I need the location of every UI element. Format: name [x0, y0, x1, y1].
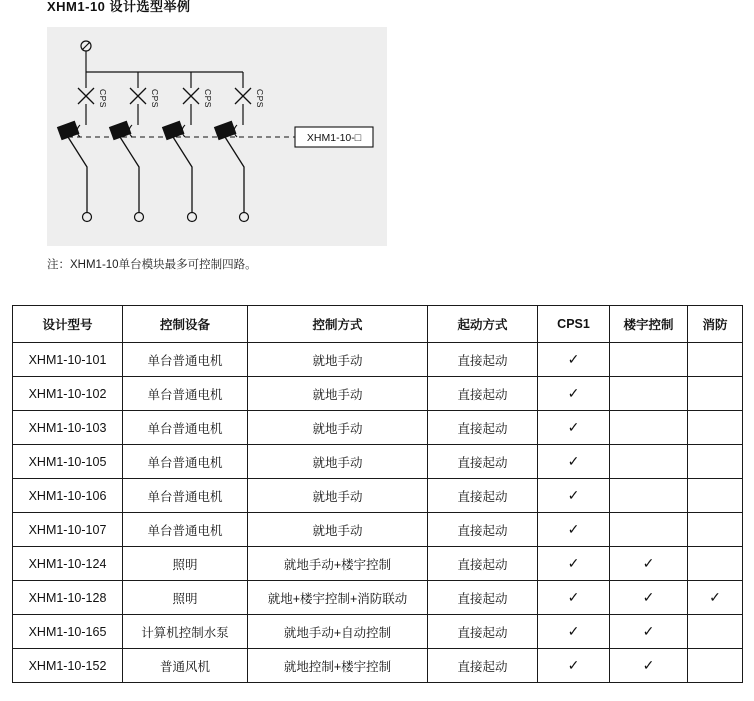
cell-cps1	[538, 377, 610, 411]
cell-fire	[688, 479, 743, 513]
circuit-diagram	[47, 27, 387, 246]
specification-table	[12, 305, 743, 683]
cell-building-control	[610, 649, 688, 683]
check-icon: ✓	[567, 385, 580, 401]
cell-device: 单台普通电机	[123, 343, 248, 377]
check-icon: ✓	[567, 657, 580, 673]
table-header-row	[13, 306, 743, 343]
cell-control-mode: 就地手动+楼宇控制	[248, 547, 428, 581]
table-row	[13, 649, 743, 683]
column-header-fire: 消防	[688, 306, 743, 343]
cell-building-control	[610, 513, 688, 547]
check-icon: ✓	[567, 453, 580, 469]
cell-control-mode: 就地手动	[248, 479, 428, 513]
cell-device: 普通风机	[123, 649, 248, 683]
cell-model: XHM1-10-124	[13, 547, 123, 581]
cell-fire	[688, 649, 743, 683]
cell-control-mode: 就地手动	[248, 343, 428, 377]
cell-building-control	[610, 581, 688, 615]
cell-cps1	[538, 649, 610, 683]
cell-device: 照明	[123, 547, 248, 581]
cell-building-control	[610, 615, 688, 649]
cell-building-control	[610, 377, 688, 411]
cell-cps1	[538, 479, 610, 513]
column-header-building-control: 楼宇控制	[610, 306, 688, 343]
cell-device: 计算机控制水泵	[123, 615, 248, 649]
diagram-note: 注：XHM1-10单台模块最多可控制四路。	[47, 259, 257, 271]
cell-control-mode: 就地控制+楼宇控制	[248, 649, 428, 683]
cell-device: 单台普通电机	[123, 411, 248, 445]
cell-model: XHM1-10-103	[13, 411, 123, 445]
cell-model: XHM1-10-106	[13, 479, 123, 513]
check-icon: ✓	[567, 623, 580, 639]
table-row	[13, 411, 743, 445]
circuit-diagram-svg	[47, 27, 387, 246]
cell-start-mode: 直接起动	[428, 479, 538, 513]
cps-label-2: CPS	[150, 89, 160, 108]
cell-control-mode: 就地手动	[248, 411, 428, 445]
cell-cps1	[538, 343, 610, 377]
cell-model: XHM1-10-101	[13, 343, 123, 377]
check-icon: ✓	[567, 555, 580, 571]
column-header-control-mode: 控制方式	[248, 306, 428, 343]
column-header-start-mode: 起动方式	[428, 306, 538, 343]
cps-label-4: CPS	[255, 89, 265, 108]
check-icon: ✓	[567, 589, 580, 605]
cell-device: 单台普通电机	[123, 445, 248, 479]
cell-model: XHM1-10-107	[13, 513, 123, 547]
cell-model: XHM1-10-128	[13, 581, 123, 615]
module-label: XHM1-10-□	[306, 132, 362, 144]
page-title: XHM1-10 设计选型举例	[47, 0, 191, 14]
column-header-device: 控制设备	[123, 306, 248, 343]
cell-control-mode: 就地手动	[248, 377, 428, 411]
cell-control-mode: 就地手动	[248, 445, 428, 479]
cell-fire	[688, 581, 743, 615]
cell-model: XHM1-10-105	[13, 445, 123, 479]
cell-start-mode: 直接起动	[428, 513, 538, 547]
cell-start-mode: 直接起动	[428, 411, 538, 445]
table-row	[13, 445, 743, 479]
cell-device: 照明	[123, 581, 248, 615]
cell-cps1	[538, 411, 610, 445]
cell-cps1	[538, 445, 610, 479]
cell-fire	[688, 615, 743, 649]
cell-start-mode: 直接起动	[428, 615, 538, 649]
table-row	[13, 615, 743, 649]
column-header-cps1: CPS1	[538, 306, 610, 343]
cell-cps1	[538, 581, 610, 615]
column-header-model: 设计型号	[13, 306, 123, 343]
cell-model: XHM1-10-102	[13, 377, 123, 411]
cell-building-control	[610, 343, 688, 377]
table-row	[13, 513, 743, 547]
check-icon: ✓	[567, 419, 580, 435]
cell-control-mode: 就地手动	[248, 513, 428, 547]
cell-control-mode: 就地+楼宇控制+消防联动	[248, 581, 428, 615]
check-icon: ✓	[709, 589, 721, 605]
cell-start-mode: 直接起动	[428, 581, 538, 615]
cell-fire	[688, 513, 743, 547]
cell-fire	[688, 411, 743, 445]
cell-start-mode: 直接起动	[428, 649, 538, 683]
cell-building-control	[610, 411, 688, 445]
cps-label-1: CPS	[98, 89, 108, 108]
cell-control-mode: 就地手动+自动控制	[248, 615, 428, 649]
cell-building-control	[610, 479, 688, 513]
check-icon: ✓	[642, 623, 655, 639]
cell-cps1	[538, 547, 610, 581]
check-icon: ✓	[567, 487, 580, 503]
cell-fire	[688, 547, 743, 581]
table-row	[13, 547, 743, 581]
check-icon: ✓	[642, 657, 655, 673]
table-row	[13, 343, 743, 377]
cell-start-mode: 直接起动	[428, 547, 538, 581]
cell-device: 单台普通电机	[123, 513, 248, 547]
cell-cps1	[538, 513, 610, 547]
table-row	[13, 581, 743, 615]
cell-model: XHM1-10-152	[13, 649, 123, 683]
cell-fire	[688, 377, 743, 411]
cell-building-control	[610, 547, 688, 581]
cell-device: 单台普通电机	[123, 479, 248, 513]
cell-cps1	[538, 615, 610, 649]
cell-fire	[688, 445, 743, 479]
table-row	[13, 377, 743, 411]
cell-fire	[688, 343, 743, 377]
check-icon: ✓	[642, 555, 655, 571]
cell-device: 单台普通电机	[123, 377, 248, 411]
check-icon: ✓	[567, 351, 580, 367]
check-icon: ✓	[567, 521, 580, 537]
cell-model: XHM1-10-165	[13, 615, 123, 649]
cell-building-control	[610, 445, 688, 479]
table-row	[13, 479, 743, 513]
check-icon: ✓	[642, 589, 655, 605]
cps-label-3: CPS	[203, 89, 213, 108]
cell-start-mode: 直接起动	[428, 445, 538, 479]
cell-start-mode: 直接起动	[428, 377, 538, 411]
cell-start-mode: 直接起动	[428, 343, 538, 377]
